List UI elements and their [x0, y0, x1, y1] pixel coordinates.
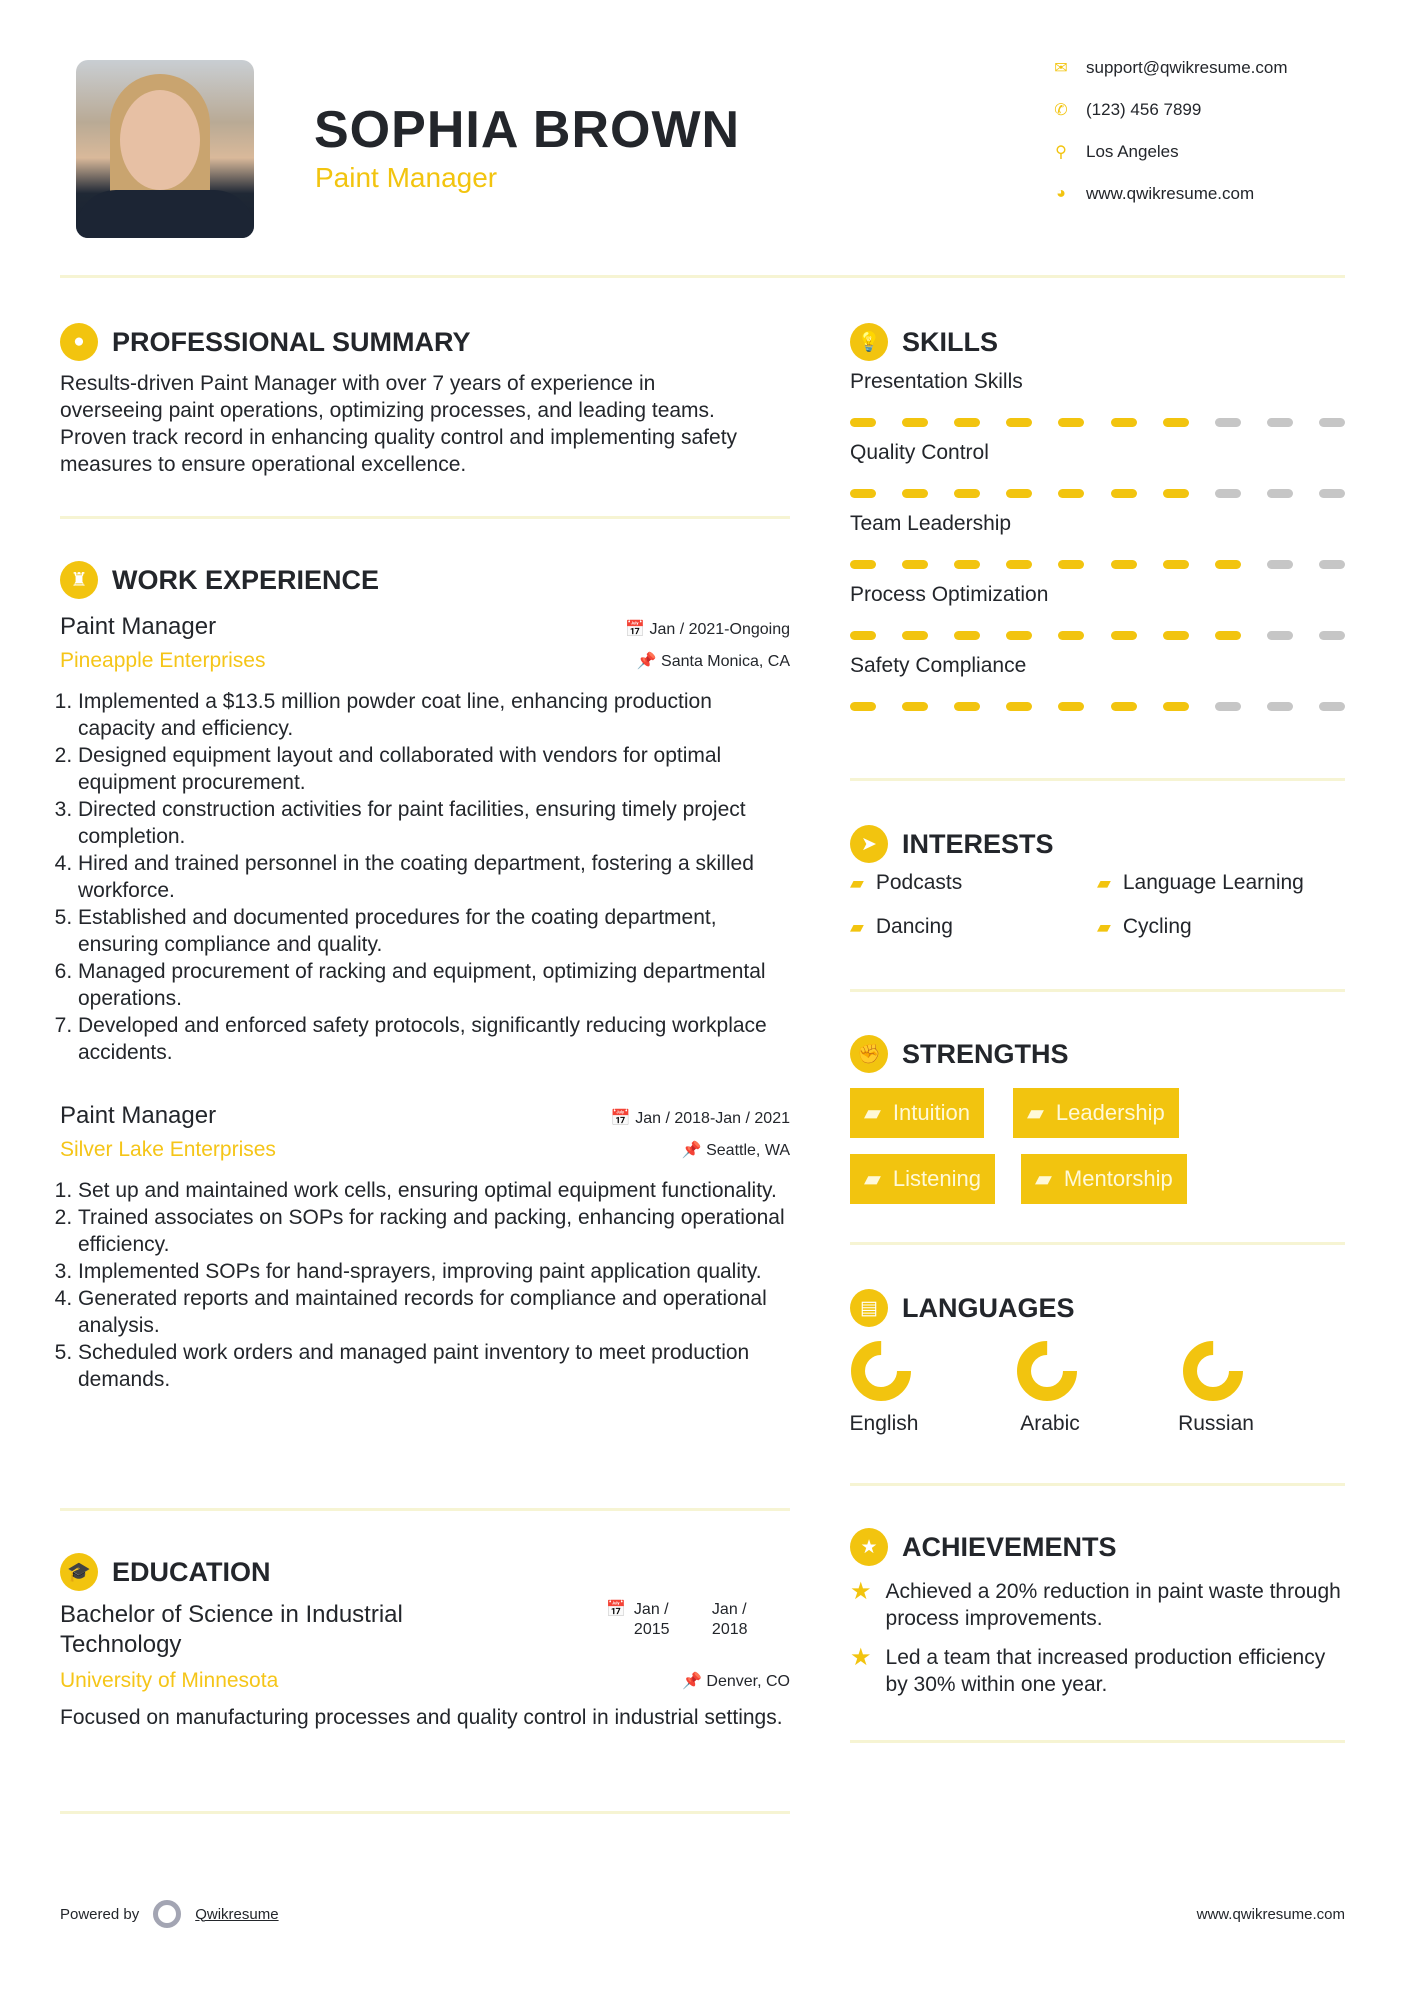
rating-dash [954, 560, 980, 569]
education-dates [606, 1600, 762, 1640]
strength-chip [850, 1154, 995, 1204]
section-title: SKILLS [902, 326, 999, 357]
summary-heading [60, 323, 471, 361]
list-item: 4. Hired and trained personnel in the coating department, fostering a skilled workforce. [78, 850, 790, 904]
brand-link[interactable]: Qwikresume [195, 1905, 279, 1923]
candidate-name: SOPHIA BROWN [314, 101, 741, 159]
book-icon: ▰ [1027, 1100, 1044, 1125]
job-location [500, 1140, 790, 1160]
skill-rating [850, 560, 1345, 569]
interest-label: Language Learning [1122, 871, 1304, 894]
responsibility-list [60, 688, 790, 1066]
company-name: Pineapple Enterprises [60, 649, 266, 672]
skill-name: Quality Control [850, 441, 989, 464]
rating-dash [850, 631, 876, 640]
contact-item [1050, 184, 1254, 204]
header-divider [60, 275, 1345, 278]
list-item: 2. Trained associates on SOPs for racking and packing, enhancing operational efficiency. [78, 1204, 790, 1258]
skill-rating [850, 418, 1345, 427]
footer-website[interactable]: www.qwikresume.com [1196, 1906, 1345, 1923]
star-icon: ★ [850, 1578, 872, 1605]
strength-chip [1021, 1154, 1187, 1204]
interest-item [1097, 871, 1304, 895]
skill-name: Process Optimization [850, 583, 1049, 606]
achievement-item [850, 1578, 1345, 1632]
star-icon: ★ [850, 1528, 888, 1566]
section-title: WORK EXPERIENCE [112, 564, 380, 595]
job-title: Paint Manager [60, 613, 217, 640]
section-divider [850, 1242, 1345, 1245]
calendar-icon: 📅 [625, 621, 650, 638]
book-icon: ▰ [1097, 916, 1111, 937]
skill-item [850, 370, 1345, 427]
book-icon: ▰ [864, 1166, 881, 1191]
rating-dash [902, 631, 928, 640]
strength-label: Listening [892, 1166, 981, 1191]
book-icon: ▰ [1097, 872, 1111, 893]
rating-dash [1111, 418, 1137, 427]
rating-dash [1215, 702, 1241, 711]
interest-item [850, 915, 953, 939]
contact-item [1050, 58, 1288, 78]
rating-dash [1111, 702, 1137, 711]
section-title: INTERESTS [902, 828, 1054, 859]
rating-dash [1006, 418, 1032, 427]
calendar-icon: 📅 [606, 1601, 626, 1618]
language-level-ring [1016, 1340, 1078, 1402]
rating-dash [902, 418, 928, 427]
rating-dash [1058, 418, 1084, 427]
rating-dash [1319, 418, 1345, 427]
language-name: Arabic [1020, 1412, 1080, 1435]
skill-name: Presentation Skills [850, 370, 1023, 393]
skill-rating [850, 702, 1345, 711]
education-location [600, 1671, 790, 1691]
achievements-heading [850, 1528, 1117, 1566]
pin-icon: 📌 [681, 1142, 707, 1159]
experience-heading [60, 561, 379, 599]
location-text: Denver, CO [706, 1673, 790, 1690]
skill-item [850, 441, 1345, 498]
contact-text: www.qwikresume.com [1086, 184, 1255, 203]
section-divider [850, 989, 1345, 992]
rating-dash [1111, 631, 1137, 640]
rating-dash [1058, 631, 1084, 640]
section-title: PROFESSIONAL SUMMARY [112, 326, 471, 357]
achievement-text: Led a team that increased production efficiency by 30% within one year. [885, 1646, 1326, 1696]
rating-dash [1163, 631, 1189, 640]
rating-dash [850, 702, 876, 711]
strength-label: Intuition [892, 1100, 970, 1125]
calendar-icon: 📅 [610, 1110, 636, 1127]
job-dates [500, 1108, 790, 1128]
contact-item [1050, 100, 1201, 120]
section-divider [60, 516, 790, 519]
rating-dash [902, 560, 928, 569]
rating-dash [1215, 489, 1241, 498]
book-icon: ▰ [864, 1100, 881, 1125]
achievement-item [850, 1644, 1345, 1698]
section-divider [60, 1508, 790, 1511]
language-name: English [849, 1412, 919, 1435]
contact-item [1050, 142, 1179, 162]
language-level-arc [1024, 1348, 1070, 1394]
translate-icon: ▤ [850, 1289, 888, 1327]
interests-heading [850, 825, 1054, 863]
rating-dash [954, 631, 980, 640]
skills-heading [850, 323, 998, 361]
rating-dash [1267, 560, 1293, 569]
date-text: Jan / 2021-Ongoing [649, 621, 790, 638]
degree: Bachelor of Science in Industrial Technology [60, 1601, 403, 1658]
chair-icon: ♜ [60, 561, 98, 599]
section-divider [850, 778, 1345, 781]
contact-text: Los Angeles [1086, 142, 1179, 161]
rating-dash [1163, 702, 1189, 711]
achievement-text: Achieved a 20% reduction in paint waste through process improvements. [885, 1580, 1341, 1630]
job-title: Paint Manager [60, 1102, 217, 1129]
contact-text: support@qwikresume.com [1086, 58, 1288, 77]
job-location [500, 651, 790, 671]
strength-label: Mentorship [1063, 1166, 1173, 1191]
language-level-ring [850, 1340, 912, 1402]
responsibility-list [60, 1177, 790, 1393]
location-text: Santa Monica, CA [661, 653, 790, 670]
globe-icon: ◕ [1056, 185, 1066, 202]
language-level-ring [1182, 1340, 1244, 1402]
lightbulb-icon: 💡 [850, 323, 888, 361]
section-divider [850, 1483, 1345, 1486]
rating-dash [1215, 418, 1241, 427]
rating-dash [1267, 702, 1293, 711]
skill-name: Safety Compliance [850, 654, 1027, 677]
skill-rating [850, 489, 1345, 498]
section-title: LANGUAGES [902, 1292, 1075, 1323]
list-item: 7. Developed and enforced safety protocols, significantly reducing workplace accidents. [78, 1012, 790, 1066]
section-title: STRENGTHS [902, 1038, 1069, 1069]
skill-item [850, 512, 1345, 569]
section-title: ACHIEVEMENTS [902, 1531, 1117, 1562]
interest-item [850, 871, 962, 895]
summary-text: Results-driven Paint Manager with over 7 years of experience in overseeing paint operations, optimizing processes, and leading teams. Proven track record in enhancing quality control and implementing safety measures to ensure operational excellence. [60, 372, 738, 476]
rating-dash [1163, 418, 1189, 427]
skills-list [850, 370, 1345, 725]
language-name: Russian [1178, 1412, 1254, 1435]
candidate-title: Paint Manager [315, 162, 498, 193]
rating-dash [954, 489, 980, 498]
list-item: 2. Designed equipment layout and collaborated with vendors for optimal equipment procurement. [78, 742, 790, 796]
contact-text: (123) 456 7899 [1086, 100, 1202, 119]
list-item: 5. Scheduled work orders and managed paint inventory to meet production demands. [78, 1339, 790, 1393]
rating-dash [1319, 560, 1345, 569]
strength-chip [1013, 1088, 1179, 1138]
interest-label: Cycling [1122, 915, 1192, 938]
qwikresume-logo-icon [153, 1900, 181, 1928]
skill-name: Team Leadership [850, 512, 1012, 535]
language-level-arc [858, 1348, 904, 1394]
section-divider [60, 1811, 790, 1814]
rating-dash [1006, 631, 1032, 640]
rating-dash [1058, 702, 1084, 711]
rating-dash [1319, 489, 1345, 498]
rating-dash [954, 702, 980, 711]
book-icon: ▰ [850, 916, 864, 937]
end-date: Jan / 2018 [711, 1601, 748, 1638]
rating-dash [902, 702, 928, 711]
map-pin-icon: ⚲ [1055, 144, 1067, 161]
location-text: Seattle, WA [706, 1142, 790, 1159]
section-divider [850, 1740, 1345, 1743]
star-icon: ★ [850, 1644, 872, 1671]
company-name: Silver Lake Enterprises [60, 1138, 276, 1161]
interest-item [1097, 915, 1192, 939]
start-date: Jan / 2015 [633, 1601, 670, 1638]
rating-dash [1006, 560, 1032, 569]
rating-dash [850, 489, 876, 498]
rating-dash [1006, 489, 1032, 498]
strengths-heading [850, 1035, 1069, 1073]
languages-heading [850, 1289, 1075, 1327]
rating-dash [1267, 489, 1293, 498]
education-heading [60, 1553, 271, 1591]
rating-dash [850, 418, 876, 427]
skill-item [850, 654, 1345, 711]
rating-dash [1163, 489, 1189, 498]
powered-by-text: Powered by [60, 1905, 140, 1923]
strength-chip [850, 1088, 984, 1138]
interest-label: Podcasts [875, 871, 963, 894]
strength-label: Leadership [1055, 1100, 1165, 1125]
graduate-icon: 🎓 [60, 1553, 98, 1591]
skill-rating [850, 631, 1345, 640]
list-item: 1. Set up and maintained work cells, ensuring optimal equipment functionality. [78, 1177, 790, 1204]
pin-icon: 📌 [636, 653, 662, 670]
list-item: 4. Generated reports and maintained records for compliance and operational analysis. [78, 1285, 790, 1339]
rating-dash [1111, 489, 1137, 498]
book-icon: ▰ [1035, 1166, 1052, 1191]
rating-dash [1319, 631, 1345, 640]
rating-dash [1267, 631, 1293, 640]
interest-label: Dancing [875, 915, 953, 938]
list-item: 3. Implemented SOPs for hand-sprayers, improving paint application quality. [78, 1258, 790, 1285]
job-dates [500, 619, 790, 639]
rating-dash [1267, 418, 1293, 427]
section-title: EDUCATION [112, 1556, 271, 1587]
date-text: Jan / 2018-Jan / 2021 [635, 1110, 790, 1127]
book-icon: ▰ [850, 872, 864, 893]
school: University of Minnesota [60, 1669, 279, 1692]
user-icon: ● [60, 323, 98, 361]
footer-branding [60, 1900, 279, 1928]
rating-dash [954, 418, 980, 427]
paper-plane-icon: ➤ [850, 825, 888, 863]
rating-dash [1006, 702, 1032, 711]
rating-dash [902, 489, 928, 498]
profile-photo [76, 60, 254, 238]
envelope-icon: ✉ [1054, 60, 1068, 77]
rating-dash [1215, 631, 1241, 640]
list-item: 1. Implemented a $13.5 million powder coat line, enhancing production capacity and efficiency. [78, 688, 790, 742]
rating-dash [1319, 702, 1345, 711]
fist-icon: ✊ [850, 1035, 888, 1073]
phone-icon: ✆ [1054, 102, 1068, 119]
list-item: 6. Managed procurement of racking and equipment, optimizing departmental operations. [78, 958, 790, 1012]
skill-item [850, 583, 1345, 640]
list-item: 3. Directed construction activities for paint facilities, ensuring timely project completion. [78, 796, 790, 850]
rating-dash [1215, 560, 1241, 569]
rating-dash [1058, 560, 1084, 569]
rating-dash [1058, 489, 1084, 498]
language-level-arc [1190, 1348, 1236, 1394]
rating-dash [1163, 560, 1189, 569]
education-description: Focused on manufacturing processes and quality control in industrial settings. [60, 1706, 783, 1729]
rating-dash [1111, 560, 1137, 569]
list-item: 5. Established and documented procedures for the coating department, ensuring compliance and quality. [78, 904, 790, 958]
rating-dash [850, 560, 876, 569]
pin-icon: 📌 [682, 1673, 707, 1690]
